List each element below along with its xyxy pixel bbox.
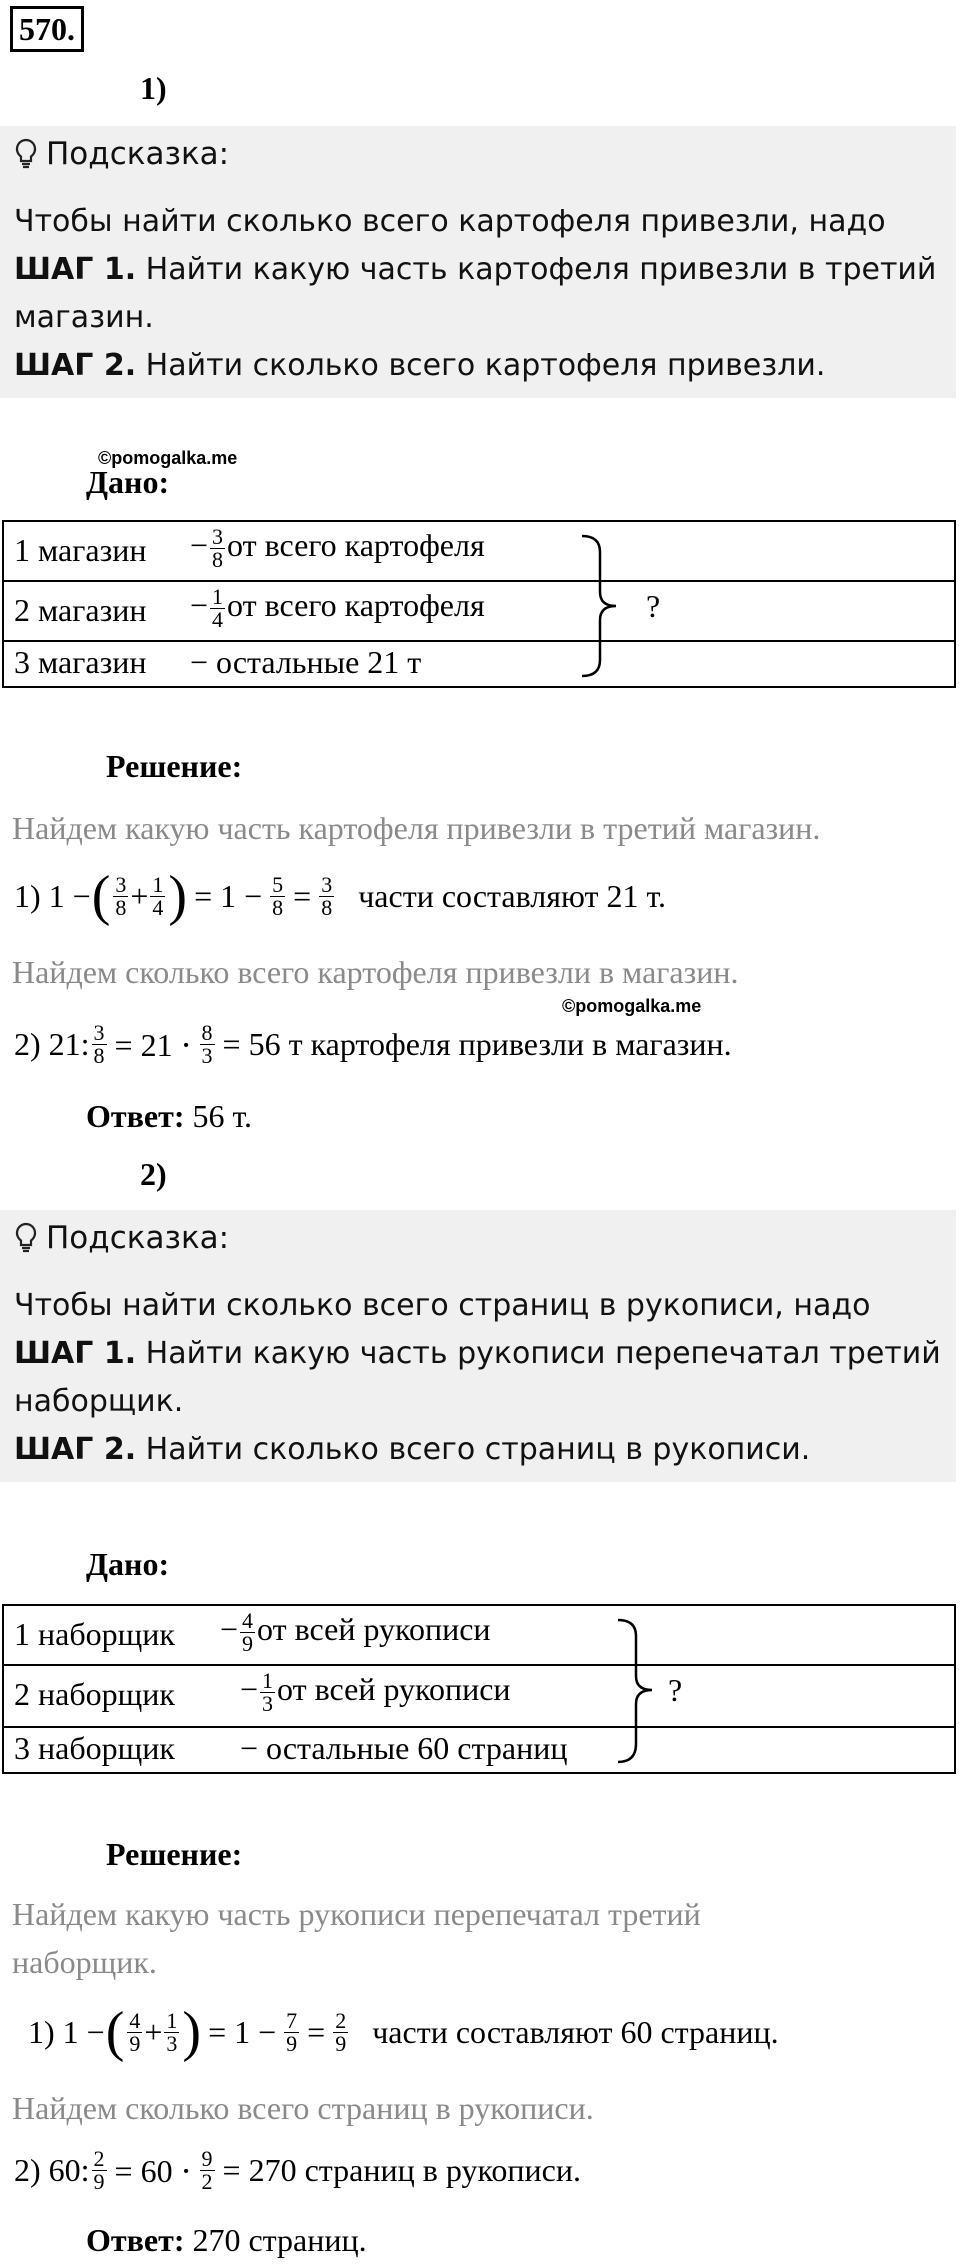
brace-icon	[580, 532, 620, 682]
solution-step-1: 1) 1 − ( $\frac{4}{9}$ + $\frac{1}{3}$ ) = 1 − $\frac{7}{9}$ = $\frac{2}{9}$ части составляют 60 страниц.	[28, 2001, 779, 2063]
hint-step-2: ШАГ 2. Найти сколько всего страниц в рукописи.	[14, 1432, 811, 1467]
part-1-label: 1)	[140, 70, 167, 106]
lightbulb-icon	[14, 138, 38, 170]
hint-title: Подсказка:	[14, 1220, 229, 1256]
solution-text: Найдем сколько всего страниц в рукописи.	[12, 2090, 594, 2126]
solution-step-2: 2) 21: $\frac{3}{8}$ = 21 ⋅ $\frac{8}{3}$ = 56 т картофеля привезли в магазин.	[14, 1020, 732, 1068]
given-row: 1 наборщик − $\frac{4}{9}$ от всей рукописи	[4, 1606, 954, 1666]
solution-step-2: 2) 60: $\frac{2}{9}$ = 60 ⋅ $\frac{9}{2}$ = 270 страниц в рукописи.	[14, 2146, 581, 2194]
hint-intro: Чтобы найти сколько всего картофеля привезли, надо	[14, 204, 886, 239]
given-row: 3 наборщик − остальные 60 страниц	[4, 1726, 954, 1774]
brace-icon	[616, 1616, 656, 1768]
lightbulb-icon	[14, 1222, 38, 1254]
solution-label: Решение:	[106, 748, 243, 784]
solution-step-1: 1) 1 − ( $\frac{3}{8}$ + $\frac{1}{4}$ ) = 1 − $\frac{5}{8}$ = $\frac{3}{8}$ части составляют 21 т.	[14, 865, 667, 927]
given-row: 1 магазин − $\frac{3}{8}$ от всего картофеля	[4, 522, 954, 582]
answer: Ответ: 56 т.	[86, 1098, 253, 1134]
answer: Ответ: 270 страниц.	[86, 2222, 367, 2258]
part-2-label: 2)	[140, 1156, 167, 1192]
given-row: 2 наборщик − $\frac{1}{3}$ от всей рукописи	[4, 1664, 954, 1728]
given-row: 2 магазин − $\frac{1}{4}$ от всего картофеля	[4, 580, 954, 642]
hint-box-1	[0, 126, 956, 398]
problem-number: 570.	[10, 6, 84, 52]
hint-title: Подсказка:	[14, 136, 229, 172]
hint-step-1: ШАГ 1. Найти какую часть рукописи перепечатал третий	[14, 1336, 941, 1371]
solution-text: Найдем какую часть картофеля привезли в третий магазин.	[12, 810, 821, 846]
given-label: Дано:	[86, 1546, 170, 1582]
given-table-2	[2, 1604, 956, 1774]
given-row: 3 магазин − остальные 21 т	[4, 640, 954, 688]
hint-step-1-cont: наборщик.	[14, 1384, 184, 1419]
solution-text: наборщик.	[12, 1944, 157, 1980]
solution-label: Решение:	[106, 1836, 243, 1872]
hint-box-2	[0, 1210, 956, 1482]
hint-step-2: ШАГ 2. Найти сколько всего картофеля привезли.	[14, 348, 826, 383]
solution-text: Найдем сколько всего картофеля привезли в магазин.	[12, 954, 739, 990]
hint-step-1-cont: магазин.	[14, 300, 154, 335]
solution-text: Найдем какую часть рукописи перепечатал третий	[12, 1896, 701, 1932]
watermark: ©pomogalka.me	[98, 448, 238, 468]
question-mark: ?	[646, 588, 661, 624]
watermark: ©pomogalka.me	[562, 996, 702, 1016]
hint-step-1: ШАГ 1. Найти какую часть картофеля привезли в третий	[14, 252, 937, 287]
given-table-1	[2, 520, 956, 688]
question-mark: ?	[668, 1672, 683, 1708]
given-label: Дано:	[86, 464, 170, 500]
hint-intro: Чтобы найти сколько всего страниц в рукописи, надо	[14, 1288, 871, 1323]
